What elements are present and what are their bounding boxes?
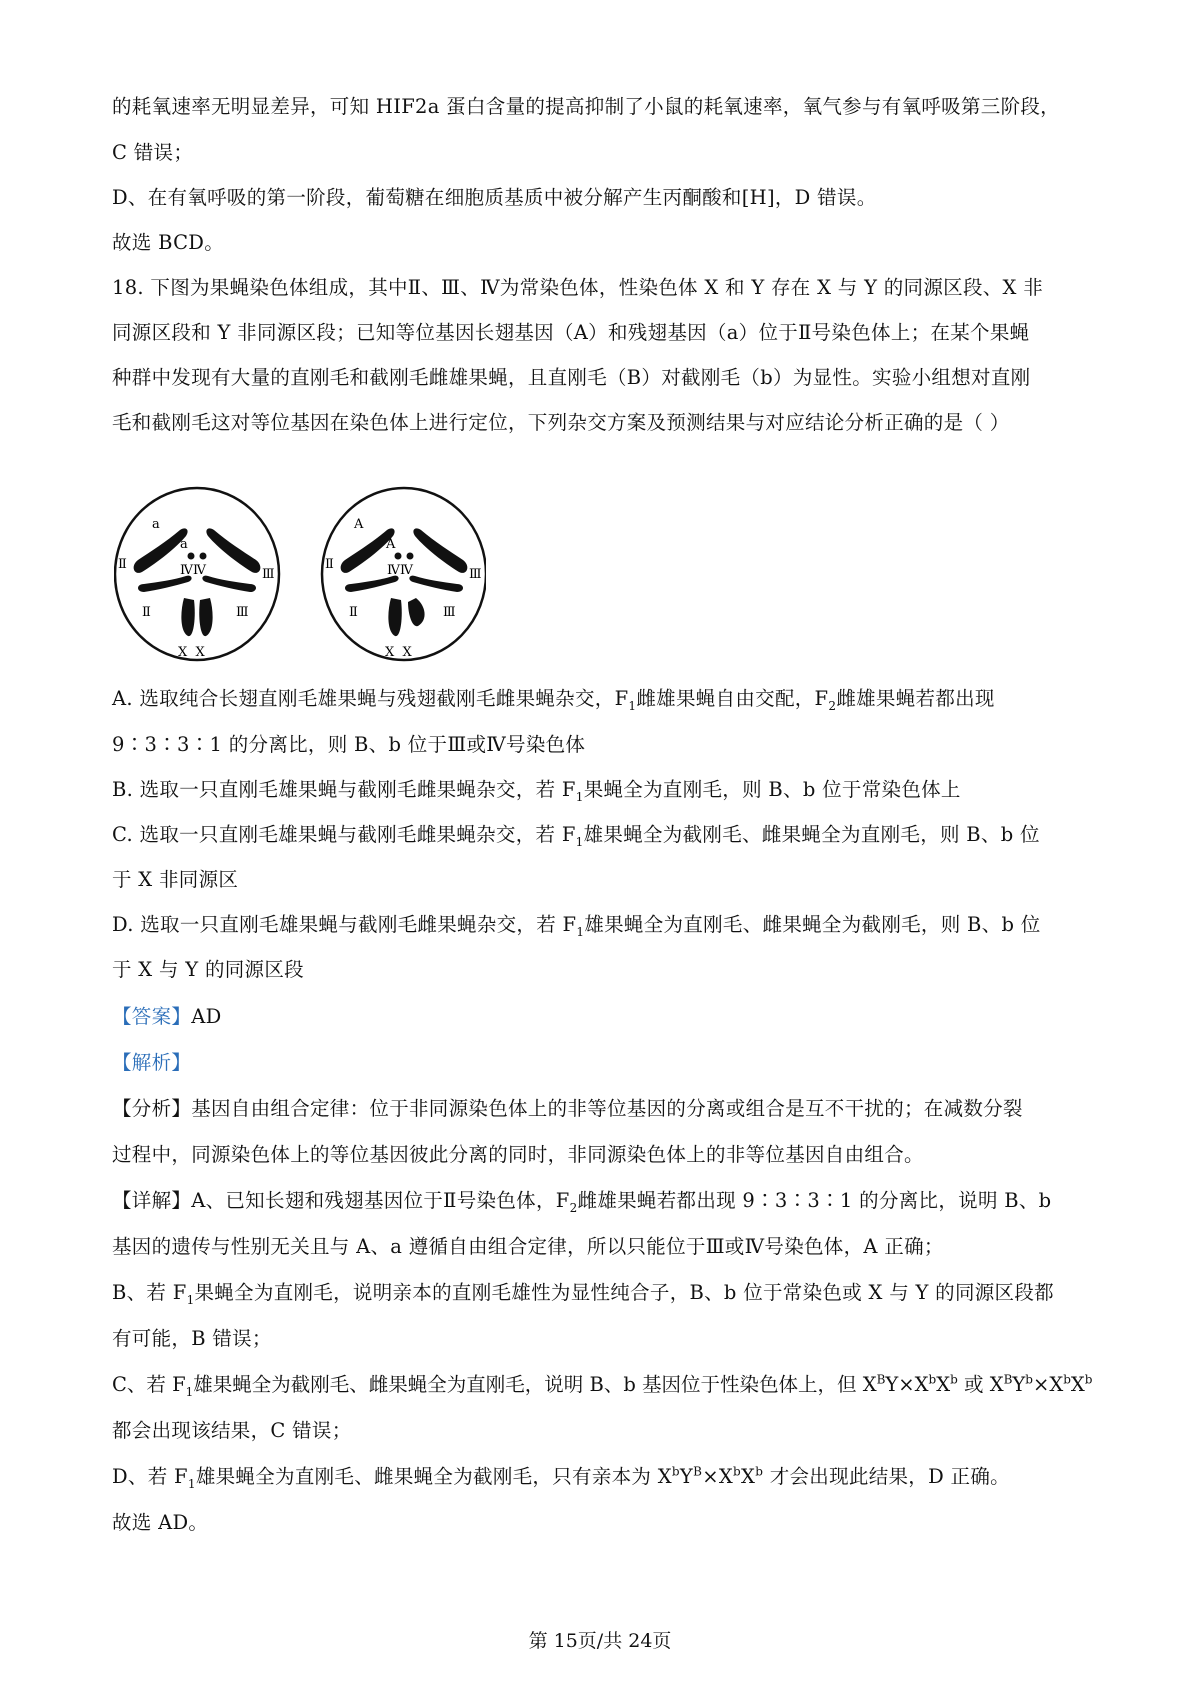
chromosome-label: Ⅱ — [349, 605, 358, 620]
chromosome-X — [199, 598, 212, 636]
answer-label: 【答案】 — [112, 1005, 192, 1028]
answer-value: AD — [191, 1005, 222, 1028]
question-stem-line: 18. 下图为果蝇染色体组成，其中Ⅱ、Ⅲ、Ⅳ为常染色体，性染色体 X 和 Y 存在 X 与 Y 的同源区段、X 非 — [112, 276, 1044, 299]
question-stem-line: 同源区段和 Y 非同源区段；已知等位基因长翅基因（A）和残翅基因（a）位于Ⅱ号染色体上；在某个果蝇 — [112, 321, 1030, 344]
option-d-continued: 于 X 与 Y 的同源区段 — [112, 958, 304, 981]
option-c: C. 选取一只直刚毛雄果蝇与截刚毛雌果蝇杂交，若 $F_1$雄果蝇全为截刚毛、雌果蝇全为直刚毛，则 B、b 位 — [112, 823, 1040, 849]
option-a-continued: 9∶3∶3∶1 的分离比，则 B、b 位于Ⅲ或Ⅳ号染色体 — [112, 733, 586, 756]
question-stem-line: 毛和截刚毛这对等位基因在染色体上进行定位，下列杂交方案及预测结果与对应结论分析正确的是（ ） — [112, 411, 1010, 434]
option-c-continued: 于 X 非同源区 — [112, 868, 239, 891]
chromosome-label: ⅣⅣ — [180, 563, 206, 578]
chromosome-label: Ⅱ — [325, 557, 334, 572]
detail-c-continued: 都会出现该结果，C 错误； — [112, 1419, 352, 1442]
final-answer-line: 故选 AD。 — [112, 1511, 209, 1534]
fenxi-line: 【分析】基因自由组合定律：位于非同源染色体上的非等位基因的分离或组合是互不干扰的；在减数分裂 — [112, 1097, 1023, 1120]
option-b: B. 选取一只直刚毛雄果蝇与截刚毛雌果蝇杂交，若 $F_1$果蝇全为直刚毛，则 B、b 位于常染色体上 — [112, 778, 961, 804]
detail-b: B、若 $F_1$果蝇全为直刚毛，说明亲本的直刚毛雄性为显性纯合子，B、b 位于常染色或 X 与 Y 的同源区段都 — [112, 1281, 1054, 1307]
gene-label: a — [152, 517, 160, 532]
chromosome-label: X X — [385, 645, 412, 660]
chromosome-label: Ⅱ — [118, 557, 127, 572]
chromosome-III — [202, 576, 256, 592]
detail-c: C、若 $F_1$雄果蝇全为截刚毛、雌果蝇全为直刚毛，说明 B、b 基因位于性染色体上，但 $X^BY\times X^bX^b$ 或 $X^BY^b\times X^bX^b$ — [112, 1372, 1093, 1399]
chromosome-II — [345, 576, 399, 592]
left-cell — [115, 488, 279, 660]
option-a: A. 选取纯合长翅直刚毛雄果蝇与残翅截刚毛雌果蝇杂交，$F_1$雌雄果蝇自由交配，$F_2$雌雄果蝇若都出现 — [112, 687, 995, 713]
chromosome-label: Ⅱ — [142, 605, 151, 620]
chromosome-X — [181, 598, 194, 636]
detail-a: 【详解】A、已知长翅和残翅基因位于Ⅱ号染色体，$F_2$雌雄果蝇若都出现 9∶3∶3∶1 的分离比，说明 B、b — [112, 1189, 1052, 1215]
chromosome-III — [413, 528, 467, 573]
chromosome-label: Ⅲ — [236, 605, 249, 620]
chromosome-label: Ⅲ — [469, 567, 482, 582]
right-cell — [322, 488, 486, 660]
detail-a-continued: 基因的遗传与性别无关且与 A、a 遵循自由组合定律，所以只能位于Ⅲ或Ⅳ号染色体，A 正确； — [112, 1235, 944, 1258]
chromosome-IV — [200, 553, 207, 560]
chromosome-label: X X — [178, 645, 205, 660]
page-footer: 第 15页/共 24页 — [528, 1630, 672, 1652]
text-line: 故选 BCD。 — [112, 231, 225, 254]
chromosome-label: Ⅲ — [443, 605, 456, 620]
chromosome-IV — [188, 553, 195, 560]
answer-line — [112, 994, 1102, 1040]
detail-b-continued: 有可能，B 错误； — [112, 1327, 272, 1350]
chromosome-Y — [408, 598, 425, 626]
text-line: D、在有氧呼吸的第一阶段，葡萄糖在细胞质基质中被分解产生丙酮酸和[H]，D 错误。 — [112, 186, 877, 209]
chromosome-III — [409, 576, 463, 592]
chromosome-label: ⅣⅣ — [387, 563, 413, 578]
chromosome-IV — [395, 553, 402, 560]
chromosome-label: Ⅲ — [262, 567, 275, 582]
gene-label: A — [386, 537, 396, 552]
text-line: 的耗氧速率无明显差异，可知 HIF2a 蛋白含量的提高抑制了小鼠的耗氧速率，氧气参与有氧呼吸第三阶段， — [112, 95, 1060, 118]
fenxi-line: 过程中，同源染色体上的等位基因彼此分离的同时，非同源染色体上的非等位基因自由组合。 — [112, 1143, 924, 1166]
gene-label: a — [180, 537, 188, 552]
detail-d: D、若 $F_1$雄果蝇全为直刚毛、雌果蝇全为截刚毛，只有亲本为 $X^bY^B\times X^bX^b$ 才会出现此结果，D 正确。 — [112, 1464, 1010, 1491]
chromosome-III — [206, 528, 260, 573]
chromosome-diagram — [114, 486, 486, 662]
chromosome-X — [388, 598, 401, 636]
analysis-label: 【解析】 — [112, 1051, 192, 1074]
chromosome-figure — [114, 486, 486, 662]
text-line: C 错误； — [112, 141, 194, 164]
option-d: D. 选取一只直刚毛雄果蝇与截刚毛雌果蝇杂交，若 $F_1$雄果蝇全为直刚毛、雌果蝇全为截刚毛，则 B、b 位 — [112, 913, 1041, 939]
question-stem-line: 种群中发现有大量的直刚毛和截刚毛雌雄果蝇，且直刚毛（B）对截刚毛（b）为显性。实验小组想对直刚 — [112, 366, 1031, 389]
chromosome-IV — [407, 553, 414, 560]
gene-label: A — [354, 517, 364, 532]
chromosome-II — [138, 576, 192, 592]
